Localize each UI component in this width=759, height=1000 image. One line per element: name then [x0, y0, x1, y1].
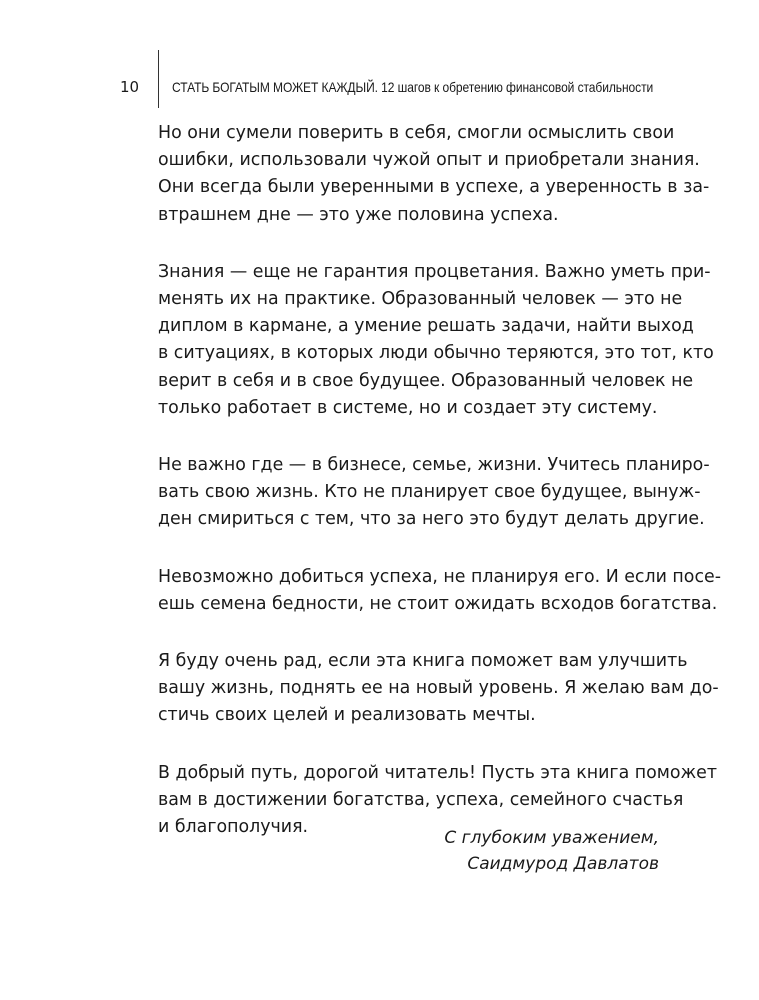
paragraph: [158, 564, 721, 618]
text-line: Не важно где — в бизнесе, семье, жизни. Учитесь планиро-: [158, 455, 710, 476]
text-line: ден смириться с тем, что за него это будут делать другие.: [158, 509, 705, 530]
paragraph: [158, 259, 714, 422]
text-line: ешь семена бедности, не стоит ожидать всходов богатства.: [158, 593, 718, 614]
text-line: и благополучия.: [158, 817, 309, 838]
text-line: только работает в системе, но и создает эту систему.: [158, 397, 658, 418]
text-line: стичь своих целей и реализовать мечты.: [158, 705, 536, 726]
text-line: Но они сумели поверить в себя, смогли осмыслить свои: [158, 123, 675, 143]
signature-author: Саидмурод Давлатов: [467, 854, 659, 874]
text-line: вам в достижении богатства, успеха, семейного счастья: [158, 789, 684, 810]
text-line: Знания — еще не гарантия процветания. Важно уметь при-: [158, 261, 711, 282]
paragraph: [158, 648, 719, 730]
text-line: втрашнем дне — это уже половина успеха.: [158, 204, 559, 225]
page-number: 10: [120, 78, 140, 96]
body-text: [158, 120, 721, 871]
text-line: вать свою жизнь. Кто не планирует свое будущее, вынуж-: [158, 482, 701, 503]
text-line: ошибки, использовали чужой опыт и приобретали знания.: [158, 150, 700, 171]
text-line: верит в себя и в свое будущее. Образованный человек не: [158, 370, 694, 391]
paragraph: [158, 120, 710, 229]
page-header: [120, 70, 660, 108]
running-head: СТАТЬ БОГАТЫМ МОЖЕТ КАЖДЫЙ. 12 шагов к обретению финансовой стабильности: [172, 79, 654, 95]
text-line: Я буду очень рад, если эта книга поможет вам улучшить: [158, 651, 688, 672]
text-line: менять их на практике. Образованный человек — это не: [158, 289, 683, 310]
text-line: Они всегда были уверенными в успехе, а уверенность в за-: [158, 177, 710, 198]
signature-block: [444, 825, 659, 877]
text-line: в ситуациях, в которых люди обычно теряются, это тот, кто: [158, 343, 714, 364]
signature-salutation: С глубоким уважением,: [444, 828, 659, 848]
text-line: диплом в кармане, а умение решать задачи, найти выход: [158, 316, 694, 337]
text-line: В добрый путь, дорогой читатель! Пусть эта книга поможет: [158, 762, 718, 783]
paragraph: [158, 452, 710, 534]
header-divider: [158, 50, 159, 108]
text-line: вашу жизнь, поднять ее на новый уровень. Я желаю вам до-: [158, 678, 719, 699]
text-line: Невозможно добиться успеха, не планируя его. И если посе-: [158, 566, 721, 587]
